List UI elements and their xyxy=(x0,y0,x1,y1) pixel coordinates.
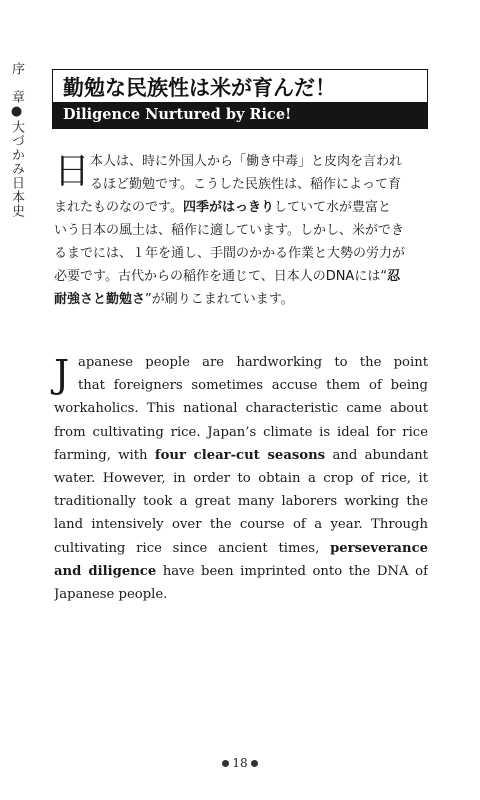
en-emphasis-seasons: four clear-cut seasons xyxy=(154,447,326,463)
en-line-6: water. However, in order to obtain a crop of rice, it xyxy=(54,471,428,487)
page-number: 18 xyxy=(232,756,248,770)
title-english: Diligence Nurtured by Rice! xyxy=(53,102,427,128)
bullet-dot-icon xyxy=(222,760,229,767)
jp-emphasis-seasons: 四季がはっきり xyxy=(182,200,274,215)
en-line-1: apanese people are hardworking to the point xyxy=(78,355,428,370)
japanese-paragraph xyxy=(54,150,432,311)
english-drop-cap: J xyxy=(54,352,70,396)
en-line-7: traditionally took a great many laborers working the xyxy=(54,494,428,510)
jp-line-1: 本人は、時に外国人から「働き中毒」と皮肉を言われ xyxy=(90,154,403,169)
en-line-10: and diligence have been imprinted onto the DNA of xyxy=(54,563,428,579)
en-line-3: workaholics. This national characteristic came about xyxy=(54,401,428,417)
title-japanese: 勤勉な民族性は米が育んだ！ xyxy=(63,76,336,100)
en-emphasis-perseverance: perseverance xyxy=(330,540,428,556)
en-line-9: cultivating rice since ancient times, perseverance xyxy=(54,540,428,556)
bullet-dot-icon xyxy=(251,760,258,767)
jp-line-2: るほど勤勉です。こうした民族性は、稲作によって育 xyxy=(90,177,401,192)
page-number-footer xyxy=(0,755,480,771)
jp-line-3: まれたものなのです。四季がはっきりしていて水が豊富と xyxy=(54,200,391,215)
jp-line-5: るまでには、１年を通し、手間のかかる作業と大勢の労力が xyxy=(54,246,406,261)
en-line-2: that foreigners sometimes accuse them of being xyxy=(78,378,428,394)
chapter-side-label: 序 章●大づかみ日本史 xyxy=(9,62,24,218)
jp-line-6: 必要です。古代からの稲作を通じて、日本人のDNAには“忍 xyxy=(54,269,401,284)
jp-line-4: いう日本の風土は、稲作に適しています。しかし、米ができ xyxy=(54,223,404,238)
en-line-4: from cultivating rice. Japan’s climate is ideal for rice xyxy=(54,424,428,440)
english-paragraph xyxy=(54,351,428,606)
chapter-title-box xyxy=(52,69,428,129)
jp-emphasis-diligence: 耐強さと勤勉さ xyxy=(54,292,146,307)
jp-line-7: 耐強さと勤勉さ”が刷りこまれています。 xyxy=(54,292,294,307)
en-line-8: land intensively over the course of a year. Through xyxy=(54,517,428,533)
en-line-5: farming, with four clear-cut seasons and abundant xyxy=(54,447,428,463)
japanese-drop-cap: 日 xyxy=(54,151,91,192)
en-line-11: Japanese people. xyxy=(54,587,168,603)
en-emphasis-diligence: and diligence xyxy=(54,563,157,579)
